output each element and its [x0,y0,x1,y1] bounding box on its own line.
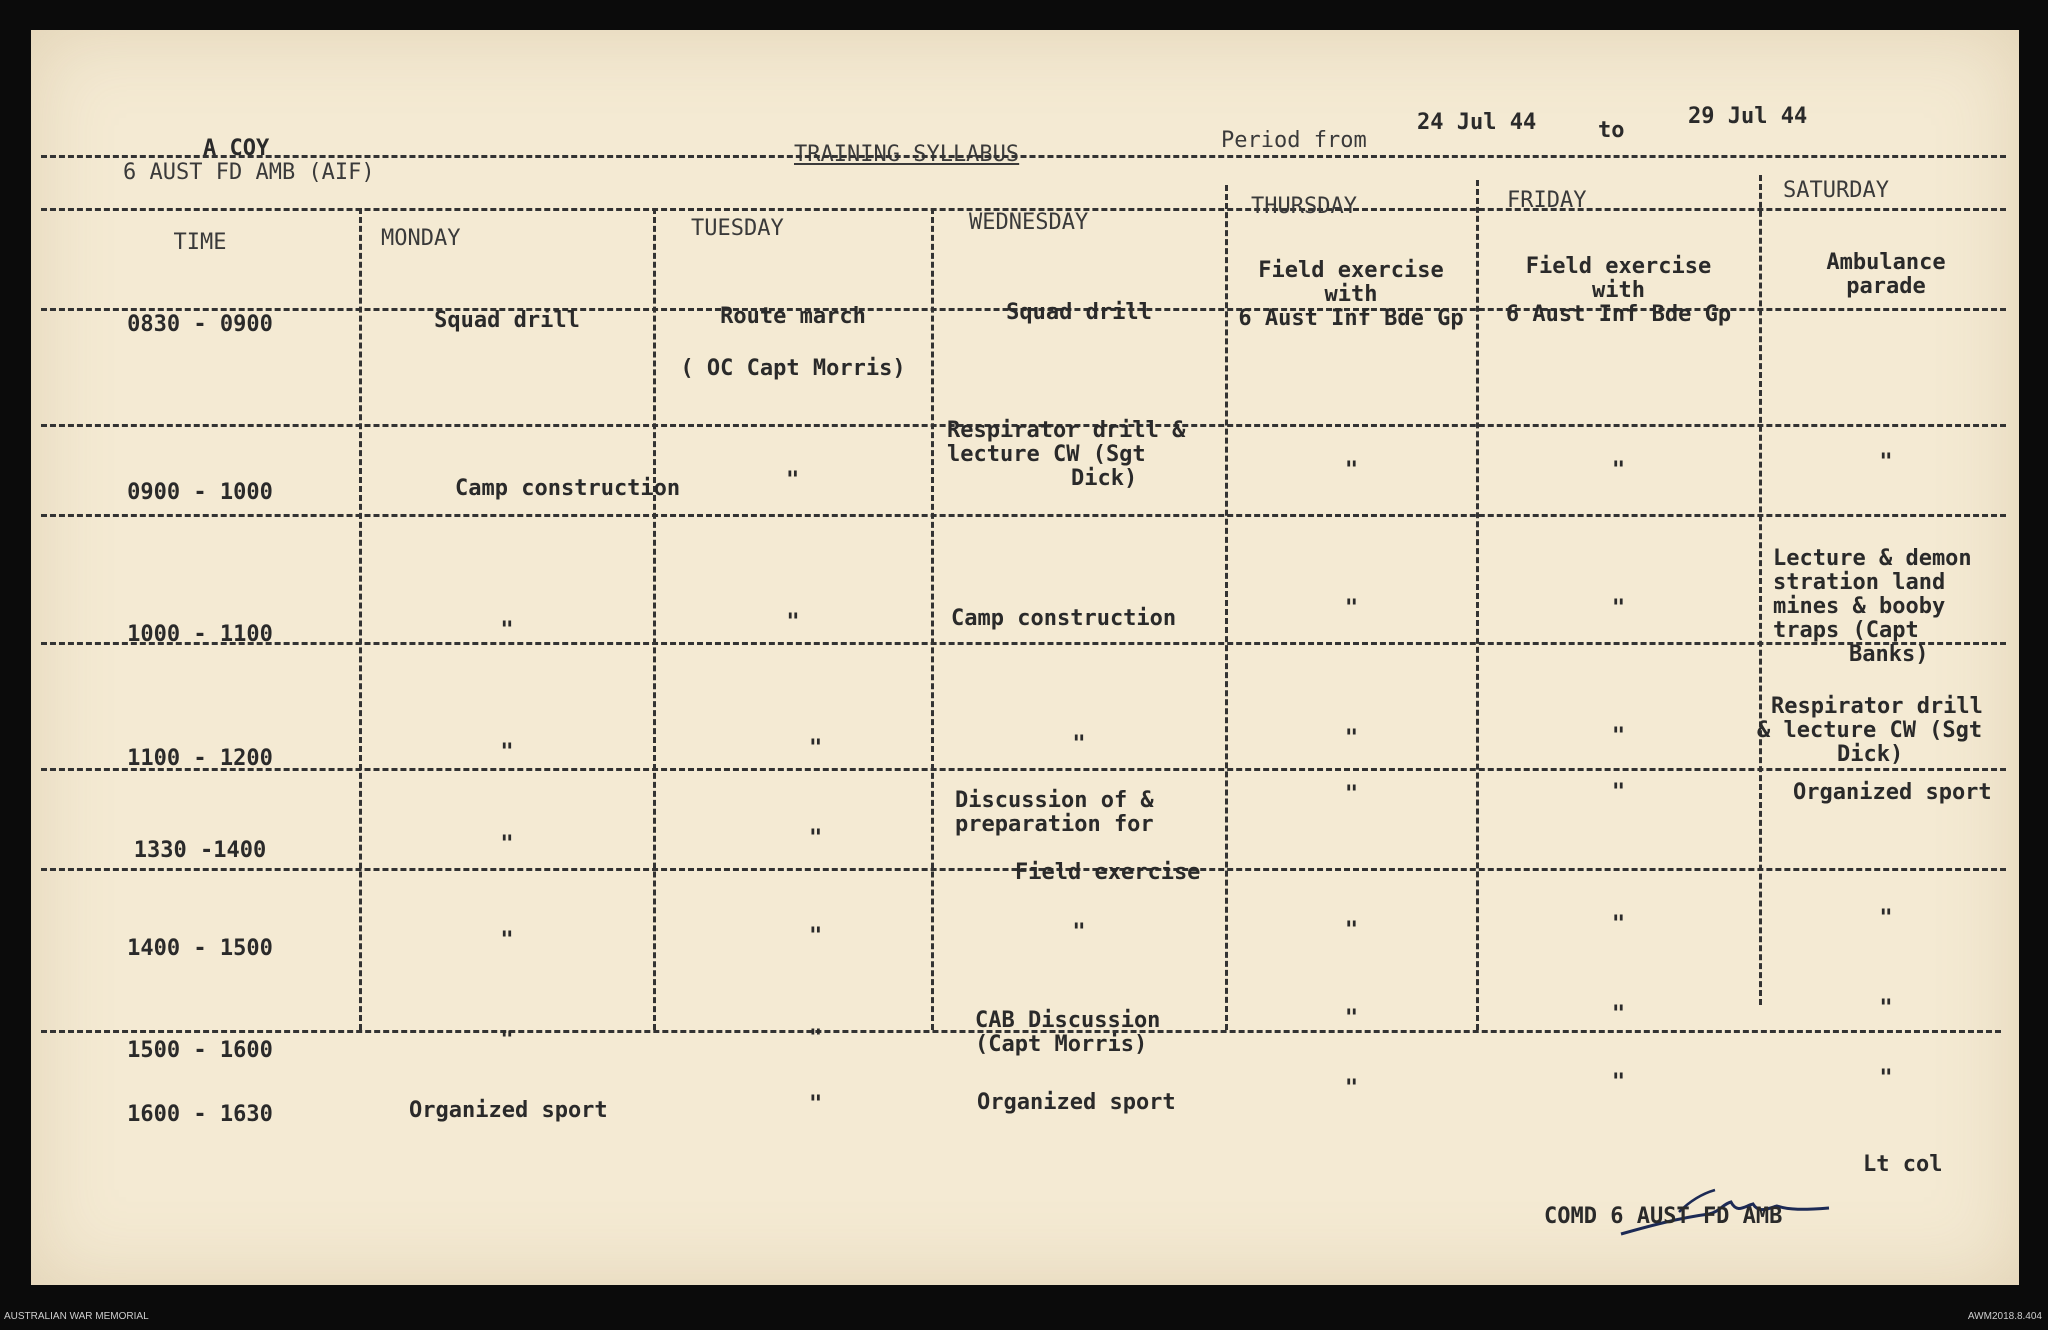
time-slot: 1400 - 1500 [127,936,273,961]
cell-thursday: Field exercise [1258,258,1444,283]
cell-friday: " [1611,458,1626,483]
cell-thursday: " [1344,782,1359,807]
column-header-wednesday: WEDNESDAY [969,210,1089,235]
time-slot: 1330 -1400 [133,838,267,863]
cell-monday: Camp construction [455,476,681,501]
cell-thursday: " [1344,918,1359,943]
cell-friday: " [1611,780,1626,805]
cell-wednesday: Squad drill [1006,300,1152,325]
cell-friday: with [1592,278,1645,303]
cell-thursday: 6 Aust Inf Bde Gp [1238,306,1464,331]
cell-saturday: stration land [1773,570,1946,595]
col-divider [931,208,934,1030]
cell-saturday: Respirator drill [1771,694,1983,719]
cell-wednesday: Organized sport [977,1090,1176,1115]
cell-wednesday: Camp construction [951,606,1177,631]
cell-saturday: Lecture & demon [1773,546,1972,571]
signatory-rank: Lt col [1863,1152,1943,1177]
unit-subtitle: 6 AUST FD AMB (AIF) [123,160,375,185]
cell-saturday: Organized sport [1793,780,1992,805]
column-header-saturday: SATURDAY [1783,178,1889,203]
time-slot: 1500 - 1600 [127,1038,273,1063]
period-label: Period from [1221,128,1367,153]
cell-saturday: " [1879,996,1893,1021]
cell-monday: Squad drill [434,308,580,333]
cell-wednesday: " [1072,920,1086,945]
cell-wednesday: CAB Discussion [975,1008,1161,1033]
period-start: 24 Jul 44 [1417,110,1537,135]
column-header-time: TIME [173,230,227,255]
cell-friday: " [1611,596,1626,621]
period-end: 29 Jul 44 [1688,104,1808,129]
cell-tuesday: " [809,736,823,761]
cell-saturday: " [1879,906,1893,931]
cell-saturday: traps (Capt [1773,618,1919,643]
cell-tuesday: Route march [720,304,866,329]
archive-reference: AWM2018.8.404 [1967,1311,2042,1322]
cell-wednesday: (Capt Morris) [975,1032,1148,1057]
cell-friday: " [1611,724,1626,749]
cell-saturday: & lecture CW (Sgt [1757,718,1983,743]
cell-wednesday: lecture CW (Sgt [947,442,1146,467]
cell-wednesday: preparation for [955,812,1154,837]
cell-friday: " [1611,912,1626,937]
cell-monday: Organized sport [409,1098,608,1123]
cell-monday: " [500,1028,514,1053]
cell-saturday: mines & booby [1773,594,1946,619]
cell-wednesday: Discussion of & [955,788,1154,813]
column-header-monday: MONDAY [381,226,461,251]
cell-friday: " [1611,1002,1626,1027]
signatory-command: COMD 6 AUST FD AMB [1544,1204,1783,1229]
cell-friday: 6 Aust Inf Bde Gp [1505,302,1732,327]
column-header-thursday: THURSDAY [1251,194,1357,219]
cell-wednesday: Respirator drill & [947,418,1186,443]
time-slot: 1100 - 1200 [127,746,273,771]
archive-credit: AUSTRALIAN WAR MEMORIAL [4,1311,149,1322]
column-header-friday: FRIDAY [1507,188,1587,213]
unit-name: A COY [203,136,270,161]
cell-tuesday: " [809,826,823,851]
cell-tuesday: " [809,1026,823,1051]
page-title: TRAINING SYLLABUS [794,142,1020,167]
cell-thursday: " [1344,1076,1359,1101]
cell-thursday: " [1344,458,1359,483]
cell-monday: " [500,928,514,953]
time-slot: 1000 - 1100 [127,622,273,647]
rule-top [41,155,2006,158]
cell-thursday: with [1324,282,1378,307]
cell-wednesday: Dick) [1071,466,1138,491]
time-slot: 0900 - 1000 [127,480,273,505]
cell-saturday: Ambulance [1826,250,1946,275]
document-page [31,30,2019,1285]
period-to: to [1598,118,1625,143]
cell-thursday: " [1344,726,1359,751]
time-slot: 0830 - 0900 [127,312,273,337]
cell-saturday: " [1879,1066,1893,1091]
cell-tuesday: ( OC Capt Morris) [680,356,906,381]
cell-saturday: Dick) [1837,742,1904,767]
cell-wednesday: " [1072,732,1086,757]
cell-tuesday: " [809,924,823,949]
cell-saturday: " [1879,450,1893,475]
cell-friday: " [1611,1070,1626,1095]
cell-thursday: " [1344,596,1359,621]
cell-wednesday: Field exercise [1015,860,1201,885]
cell-monday: " [500,618,514,643]
cell-tuesday: " [786,468,800,493]
cell-saturday: parade [1846,274,1926,299]
cell-tuesday: " [809,1092,823,1117]
cell-thursday: " [1344,1006,1359,1031]
cell-saturday: Banks) [1849,642,1929,667]
cell-monday: " [500,832,514,857]
cell-tuesday: " [786,610,800,635]
cell-friday: Field exercise [1525,254,1712,279]
column-header-tuesday: TUESDAY [691,216,784,241]
cell-monday: " [500,740,514,765]
rule-row [41,514,2006,517]
time-slot: 1600 - 1630 [127,1102,273,1127]
